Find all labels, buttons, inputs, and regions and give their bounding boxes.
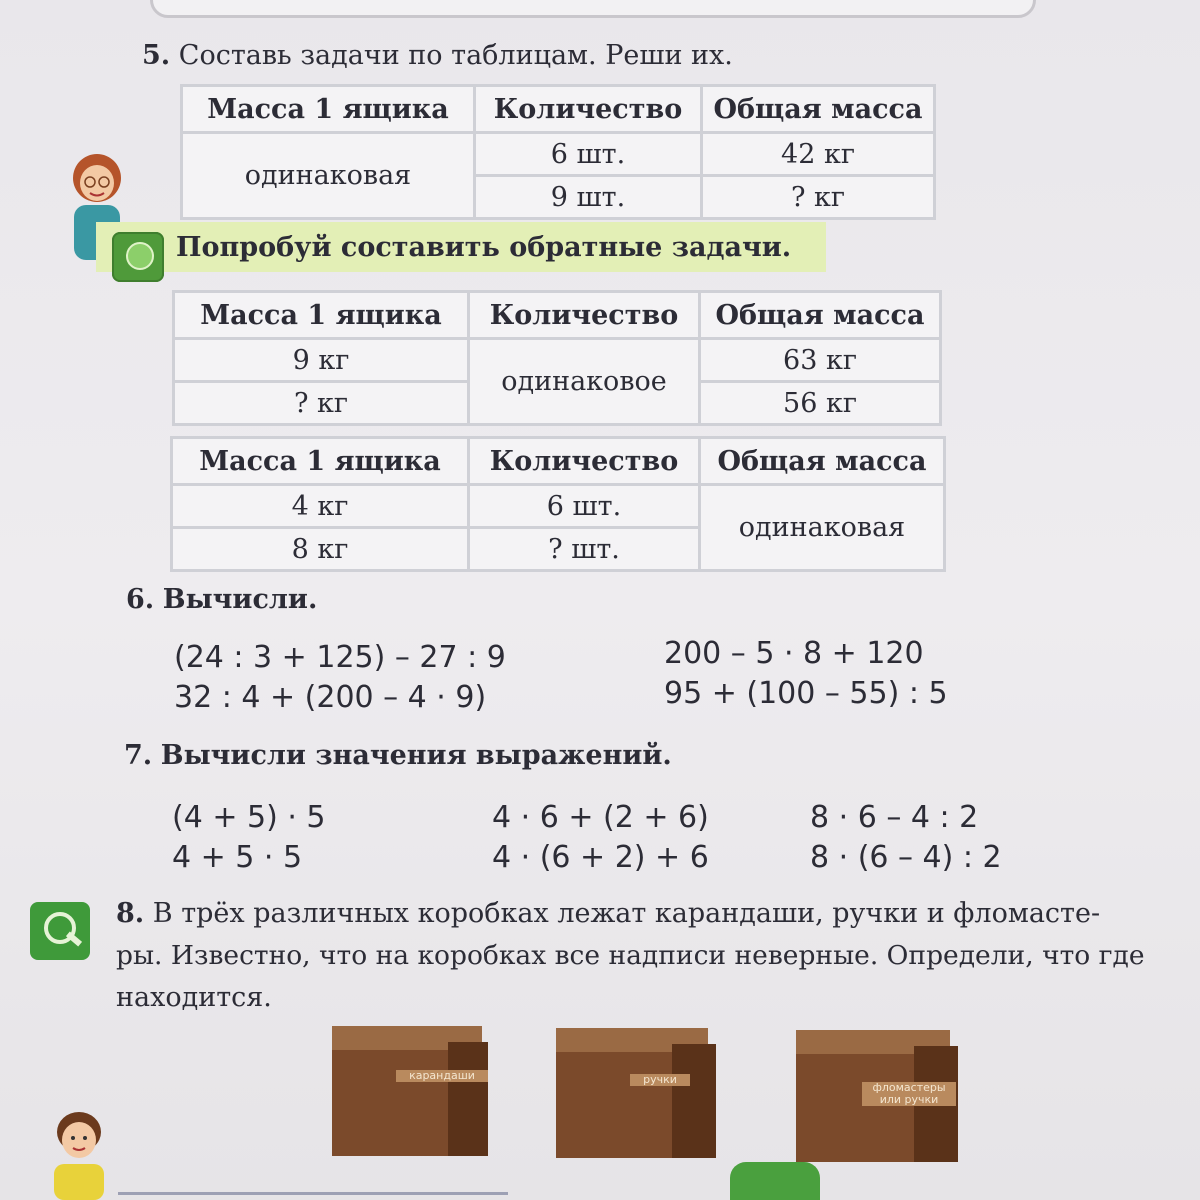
table3-header-count: Количество [469, 438, 700, 485]
task7-col3-expr-1: 8 · 6 – 4 : 2 [810, 800, 979, 835]
box-1 [332, 1026, 492, 1156]
task6-right-expr-1: 200 – 5 · 8 + 120 [664, 636, 924, 671]
table3-total-cell: одинаковая [700, 485, 945, 571]
task8-line-1-text: В трёх различных коробках лежат карандаши, ручки и фломасте- [152, 898, 1101, 929]
table2-header-mass: Масса 1 ящика [174, 292, 469, 339]
task8-line-1 [116, 898, 1100, 929]
task7-number: 7. [124, 740, 153, 771]
bottom-divider [118, 1192, 508, 1195]
box-3-label: фломастеры или ручки [862, 1082, 956, 1106]
lightbulb-icon [112, 232, 164, 282]
task6-left-expr-2: 32 : 4 + (200 – 4 · 9) [174, 680, 487, 715]
table1-count-2: 9 шт. [475, 176, 702, 219]
task5-table1 [180, 84, 936, 220]
task6-number: 6. [126, 584, 155, 615]
table3-count-2: ? шт. [469, 528, 700, 571]
task6-left-expr-1: (24 : 3 + 125) – 27 : 9 [174, 640, 506, 675]
task6-heading [126, 584, 317, 615]
box-2-label: ручки [630, 1074, 690, 1086]
task6-title: Вычисли. [162, 584, 318, 615]
table3-mass-2: 8 кг [172, 528, 469, 571]
magnifier-icon [30, 902, 90, 960]
table3-count-1: 6 шт. [469, 485, 700, 528]
table2-total-1: 63 кг [700, 339, 941, 382]
table3-header-total: Общая масса [700, 438, 945, 485]
puzzle-piece-decoration [730, 1162, 820, 1200]
task5-title: Составь задачи по таблицам. Реши их. [178, 40, 733, 71]
box-1-label: карандаши [396, 1070, 488, 1082]
boy-illustration [44, 1108, 114, 1200]
task7-heading [124, 740, 672, 771]
table1-header-mass: Масса 1 ящика [182, 86, 475, 133]
task5-heading [142, 40, 733, 71]
task7-col3-expr-2: 8 · (6 – 4) : 2 [810, 840, 1002, 875]
table2-header-total: Общая масса [700, 292, 941, 339]
task8-line-2: ры. Известно, что на коробках все надписи неверные. Определи, что где [116, 940, 1145, 971]
table3-header-mass: Масса 1 ящика [172, 438, 469, 485]
table2-header-count: Количество [469, 292, 700, 339]
task7-col2-expr-1: 4 · 6 + (2 + 6) [492, 800, 709, 835]
table2-mass-2: ? кг [174, 382, 469, 425]
task5-table2 [172, 290, 942, 426]
table1-mass-cell: одинаковая [182, 133, 475, 219]
previous-task-frame [150, 0, 1036, 18]
task7-title: Вычисли значения выражений. [160, 740, 672, 771]
table2-count-cell: одинаковое [469, 339, 700, 425]
task7-col1-expr-2: 4 + 5 · 5 [172, 840, 303, 875]
task7-col1-expr-1: (4 + 5) · 5 [172, 800, 326, 835]
box-2 [556, 1028, 718, 1158]
task8-number: 8. [116, 898, 145, 929]
task7-col2-expr-2: 4 · (6 + 2) + 6 [492, 840, 709, 875]
table1-count-1: 6 шт. [475, 133, 702, 176]
table1-total-1: 42 кг [702, 133, 935, 176]
table1-total-2: ? кг [702, 176, 935, 219]
box-3 [796, 1030, 960, 1162]
table2-mass-1: 9 кг [174, 339, 469, 382]
table1-header-total: Общая масса [702, 86, 935, 133]
task8-line-3: находится. [116, 982, 272, 1013]
hint-text: Попробуй составить обратные задачи. [176, 232, 792, 263]
task5-number: 5. [142, 40, 171, 71]
table3-mass-1: 4 кг [172, 485, 469, 528]
table1-header-count: Количество [475, 86, 702, 133]
table2-total-2: 56 кг [700, 382, 941, 425]
task6-right-expr-2: 95 + (100 – 55) : 5 [664, 676, 948, 711]
task5-table3 [170, 436, 946, 572]
